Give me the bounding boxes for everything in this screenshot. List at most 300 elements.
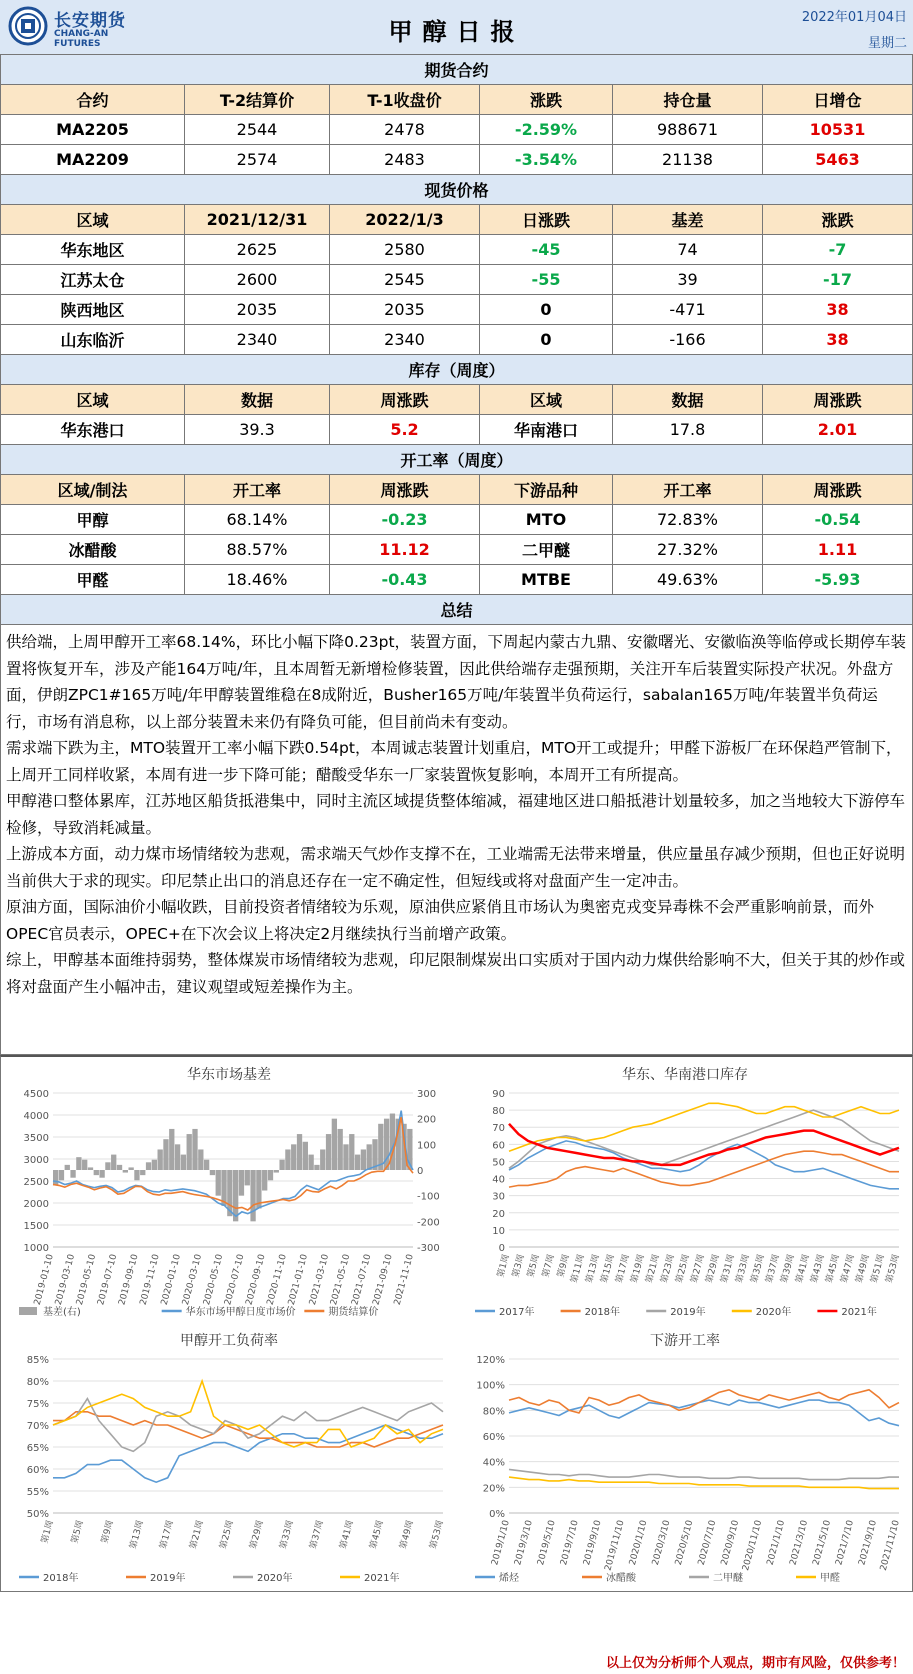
x-tick-label: 第37周 (308, 1519, 326, 1551)
x-tick-label: 2019-09-10 (117, 1253, 141, 1307)
y-tick-label: 3500 (23, 1133, 49, 1144)
disclaimer-text: 以上仅为分析师个人观点，期市有风险，仅供参考！ (605, 1656, 905, 1671)
col-header: T-2结算价 (185, 85, 330, 115)
inventory-section-title: 库存（周度） (1, 355, 913, 385)
basis-bar (82, 1160, 87, 1170)
col-header: 日增仓 (763, 85, 913, 115)
contract-name: MA2205 (1, 115, 185, 145)
basis-bar (268, 1170, 273, 1180)
y-tick-label: 80% (26, 1377, 49, 1388)
chart-svg (5, 1329, 453, 1591)
legend-swatch (19, 1307, 37, 1315)
x-tick-label: 第29周 (248, 1519, 266, 1551)
change-cell: -45 (480, 235, 613, 265)
y2-tick-label: 0 (417, 1166, 424, 1177)
legend-label: 2020年 (257, 1573, 293, 1584)
col-header: 持仓量 (613, 85, 763, 115)
x-tick-label: 2019/11/10 (603, 1519, 627, 1572)
y-tick-label: 30 (492, 1191, 505, 1203)
table-cell: 18.46% (185, 565, 330, 595)
series-line (509, 1469, 899, 1479)
x-tick-label: 2020-11-10 (265, 1253, 289, 1307)
x-tick-label: 2020-03-10 (180, 1253, 205, 1307)
x-tick-label: 2021-09-10 (371, 1253, 395, 1307)
report-date: 2022年01月04日 (801, 10, 907, 25)
x-tick-label: 第21周 (644, 1253, 662, 1285)
basis-bar (198, 1149, 203, 1170)
basis-bar (117, 1165, 122, 1170)
legend-label: 2019年 (150, 1573, 186, 1584)
x-tick-label: 第13周 (128, 1519, 146, 1551)
summary-paragraph: 供给端，上周甲醇开工率68.14%，环比小幅下降0.23pt，装置方面，下周起内蒙古九鼎、安徽曙光、安徽临涣等临停或长期停车装置将恢复开车，涉及产能164万吨/年，且本周暂无新增检修装置，因此供给端存走强预期，关注开车后装置实际投产状况。外盘方面，伊朗ZPC1#165万吨/年甲醇装置维稳在8成附近，Busher165万吨/年装置半负荷运行，sabalan165万吨/年装置半负荷运行，市场有消息称，以上部分装置未来仍有降负可能，但目前尚未有变动。 (6, 633, 907, 731)
change-cell: 10531 (763, 115, 913, 145)
table-row (1, 565, 913, 595)
legend-label: 烯烃 (499, 1573, 519, 1584)
region-name: 江苏太仓 (1, 265, 185, 295)
x-tick-label: 第5周 (526, 1253, 542, 1279)
summary-paragraph: 上游成本方面，动力煤市场情绪较为悲观，需求端天气炒作支撑不在，工业端需无法带来增量，供应量虽存减少预期，但也正好说明当前供大于求的现实。印尼禁止出口的消息还存在一定不确定性，但短线或将对盘面产生一定冲击。 (6, 845, 906, 890)
y-tick-label: 4500 (23, 1089, 49, 1100)
table-cell: 49.63% (613, 565, 763, 595)
change-cell: -17 (763, 265, 913, 295)
basis-bar (303, 1142, 308, 1170)
summary-paragraph: 甲醇港口整体累库，江苏地区船货抵港集中，同时主流区域提货整体缩减，福建地区进口船抵港计划量较多，加之当地较大下游停车检修，导致消耗减量。 (6, 792, 906, 837)
summary-text (0, 625, 913, 1055)
x-tick-label: 2020-07-10 (223, 1253, 247, 1307)
col-header: 涨跌 (480, 85, 613, 115)
product-name: MTO (480, 505, 613, 535)
charts-area (0, 1055, 913, 1592)
x-tick-label: 第31周 (719, 1253, 737, 1285)
y-tick-label: 60% (26, 1465, 49, 1476)
chart-title: 华东、华南港口库存 (622, 1067, 748, 1083)
y2-tick-label: 100 (417, 1140, 437, 1152)
col-header: 基差 (613, 205, 763, 235)
region-name: 华东港口 (1, 415, 185, 445)
contract-name: MA2209 (1, 145, 185, 175)
col-header: 区域 (1, 205, 185, 235)
table-cell: 21138 (613, 145, 763, 175)
y-tick-label: 100% (476, 1380, 505, 1392)
y-tick-label: 4000 (23, 1111, 49, 1122)
y-tick-label: 55% (26, 1487, 49, 1498)
table-row (1, 415, 913, 445)
legend-label: 华东市场甲醇日度市场价 (185, 1307, 296, 1318)
basis-bar (158, 1149, 163, 1170)
x-tick-label: 2021-01-10 (286, 1253, 311, 1307)
x-tick-label: 第29周 (704, 1253, 722, 1285)
x-tick-label: 第37周 (764, 1253, 782, 1285)
basis-bar (105, 1162, 110, 1170)
x-tick-label: 2020/11/10 (741, 1519, 765, 1572)
report-title: 甲醇日报 (388, 18, 525, 46)
table-cell: 88.57% (185, 535, 330, 565)
x-tick-label: 第49周 (398, 1519, 416, 1551)
col-header: 周涨跌 (330, 385, 480, 415)
basis-bar (210, 1170, 215, 1175)
x-tick-label: 第39周 (779, 1253, 797, 1285)
basis-bar (123, 1170, 128, 1173)
product-name: 甲醇 (1, 505, 185, 535)
table-cell: 17.8 (613, 415, 763, 445)
legend-label: 2017年 (499, 1307, 535, 1318)
x-tick-label: 2020/9/10 (719, 1519, 742, 1567)
x-tick-label: 第33周 (278, 1519, 296, 1551)
basis-bar (59, 1170, 64, 1180)
change-cell: -0.43 (330, 565, 480, 595)
x-tick-label: 第15周 (599, 1253, 617, 1285)
legend-label: 2020年 (755, 1307, 792, 1318)
basis-bar (88, 1167, 93, 1170)
y-tick-label: 60% (482, 1432, 505, 1443)
change-cell: 0 (480, 325, 613, 355)
y-tick-label: 1000 (23, 1243, 49, 1254)
basis-bar (146, 1162, 151, 1170)
basis-bar (245, 1170, 250, 1185)
basis-bar (349, 1134, 354, 1170)
x-tick-label: 第7周 (541, 1253, 557, 1279)
basis-bar (76, 1157, 81, 1170)
x-tick-label: 2019-11-10 (138, 1253, 162, 1307)
y-tick-label: 1500 (23, 1221, 49, 1232)
basis-bar (65, 1165, 70, 1170)
product-name: 二甲醚 (480, 535, 613, 565)
y2-tick-label: 200 (417, 1114, 437, 1126)
basis-bar (175, 1144, 180, 1170)
table-row (1, 535, 913, 565)
table-cell: 2544 (185, 115, 330, 145)
port-inventory-chart (461, 1063, 909, 1325)
y-tick-label: 65% (26, 1443, 49, 1454)
table-cell: 72.83% (613, 505, 763, 535)
table-cell: 74 (613, 235, 763, 265)
x-tick-label: 第27周 (689, 1253, 707, 1285)
basis-bar (338, 1129, 343, 1170)
x-tick-label: 第23周 (659, 1253, 677, 1285)
col-header: 区域 (480, 385, 613, 415)
change-cell: 38 (763, 325, 913, 355)
col-header: 日涨跌 (480, 205, 613, 235)
table-cell: -471 (613, 295, 763, 325)
table-cell: 2625 (185, 235, 330, 265)
y-tick-label: 80% (482, 1406, 505, 1418)
basis-bar (163, 1139, 168, 1170)
col-header: 周涨跌 (763, 475, 913, 505)
x-tick-label: 2019/7/10 (559, 1519, 581, 1567)
x-tick-label: 第1周 (40, 1519, 56, 1545)
basis-bar (343, 1144, 348, 1170)
summary-paragraph: 需求端下跌为主，MTO装置开工率小幅下跌0.54pt，本周诚志装置计划重启，MTO开工或提升；甲醛下游板厂在环保趋严管制下，上周开工同样收紧，本周有进一步下降可能；醋酸受华东一厂家装置恢复影响，本周开工有所提高。 (6, 739, 902, 784)
x-tick-label: 第45周 (368, 1519, 386, 1551)
x-tick-label: 第9周 (556, 1253, 572, 1279)
basis-bar (291, 1144, 296, 1170)
x-tick-label: 2021/3/10 (788, 1519, 811, 1567)
legend-label: 二甲醚 (713, 1573, 743, 1584)
table-row (1, 235, 913, 265)
series-line (509, 1400, 899, 1426)
table-row (1, 325, 913, 355)
basis-bar (279, 1160, 284, 1170)
y-tick-label: 20 (492, 1208, 505, 1220)
table-row (1, 295, 913, 325)
summary-paragraph: 原油方面，国际油价小幅收跌，目前投资者情绪较为乐观，原油供应紧俏且市场认为奥密克戎变异毒株不会严重影响前景，而外OPEC官员表示，OPEC+在下次会议上将决定2月继续执行当前增产政策。 (6, 898, 875, 943)
table-cell: 2035 (330, 295, 480, 325)
x-tick-label: 第17周 (614, 1253, 632, 1285)
x-tick-label: 2021/7/10 (834, 1519, 857, 1567)
table-row (1, 145, 913, 175)
basis-bar (192, 1129, 197, 1170)
x-tick-label: 第3周 (511, 1253, 527, 1279)
change-cell: -3.54% (480, 145, 613, 175)
x-tick-label: 第19周 (629, 1253, 647, 1285)
basis-bar (308, 1155, 313, 1170)
y-tick-label: 120% (476, 1355, 505, 1366)
basis-bar (152, 1160, 157, 1170)
basis-bar (53, 1170, 58, 1185)
x-tick-label: 2020-05-10 (202, 1253, 226, 1307)
col-header: 数据 (613, 385, 763, 415)
change-cell: 38 (763, 295, 913, 325)
basis-bar (297, 1134, 302, 1170)
footer (0, 1650, 913, 1674)
x-tick-label: 2019-01-10 (32, 1253, 56, 1307)
x-tick-label: 2019-07-10 (96, 1253, 120, 1307)
basis-bar (128, 1167, 133, 1170)
col-header: 合约 (1, 85, 185, 115)
table-cell: 39 (613, 265, 763, 295)
table-cell: 2340 (185, 325, 330, 355)
x-tick-label: 第9周 (100, 1519, 116, 1545)
y-tick-label: 60 (492, 1140, 505, 1152)
x-tick-label: 第53周 (884, 1253, 902, 1285)
change-cell: -7 (763, 235, 913, 265)
col-header: 下游品种 (480, 475, 613, 505)
x-tick-label: 第49周 (854, 1253, 872, 1285)
x-tick-label: 第13周 (584, 1253, 602, 1285)
change-cell: 2.01 (763, 415, 913, 445)
col-header: 涨跌 (763, 205, 913, 235)
logo-english-text: CHANG-AN FUTURES (54, 29, 109, 49)
futures-table (0, 54, 913, 625)
x-tick-label: 第33周 (734, 1253, 752, 1285)
basis-bar (216, 1170, 221, 1196)
chart-svg (461, 1063, 909, 1325)
y-tick-label: 85% (26, 1355, 49, 1366)
x-tick-label: 2019/5/10 (536, 1519, 558, 1567)
table-cell: 2574 (185, 145, 330, 175)
y-tick-label: 2500 (23, 1177, 49, 1188)
basis-bar (320, 1149, 325, 1170)
x-tick-label: 2021/1/10 (765, 1519, 788, 1567)
table-cell: 27.32% (613, 535, 763, 565)
y-tick-label: 20% (482, 1483, 505, 1495)
change-cell: -0.54 (763, 505, 913, 535)
x-tick-label: 2019/1/10 (490, 1519, 512, 1567)
table-cell: 2545 (330, 265, 480, 295)
y-tick-label: 3000 (23, 1155, 49, 1166)
product-name: MTBE (480, 565, 613, 595)
change-cell: -5.93 (763, 565, 913, 595)
x-tick-label: 第25周 (218, 1519, 236, 1551)
col-header: 数据 (185, 385, 330, 415)
x-tick-label: 2021-05-10 (329, 1253, 353, 1307)
y-tick-label: 50% (26, 1509, 49, 1520)
y-tick-label: 40% (482, 1457, 505, 1469)
basis-bar (181, 1155, 186, 1170)
product-name: 冰醋酸 (1, 535, 185, 565)
x-tick-label: 2021-07-10 (350, 1253, 374, 1307)
table-row (1, 115, 913, 145)
change-cell: -0.23 (330, 505, 480, 535)
x-tick-label: 第35周 (749, 1253, 767, 1285)
x-tick-label: 第43周 (809, 1253, 827, 1285)
y2-tick-label: -300 (417, 1243, 440, 1254)
table-cell: 39.3 (185, 415, 330, 445)
legend-label: 2021年 (841, 1307, 877, 1318)
legend-label: 基差(右) (43, 1307, 81, 1318)
y2-tick-label: -200 (417, 1217, 440, 1229)
basis-bar (250, 1170, 255, 1221)
x-tick-label: 2020/1/10 (627, 1519, 650, 1567)
change-cell: 1.11 (763, 535, 913, 565)
x-tick-label: 2020/3/10 (650, 1519, 673, 1567)
x-tick-label: 第41周 (794, 1253, 812, 1285)
col-header: 周涨跌 (763, 385, 913, 415)
basis-bar (99, 1170, 104, 1178)
table-row (1, 265, 913, 295)
region-name: 山东临沂 (1, 325, 185, 355)
y-tick-label: 90 (492, 1089, 505, 1100)
x-tick-label: 2019-05-10 (75, 1253, 99, 1307)
series-line (509, 1141, 899, 1189)
basis-bar (134, 1170, 139, 1180)
x-tick-label: 2019/9/10 (582, 1519, 604, 1567)
y-tick-label: 10 (492, 1225, 505, 1237)
logo-text: 长安期货 (54, 11, 126, 31)
legend-label: 期货结算价 (328, 1307, 379, 1318)
y-tick-label: 80 (492, 1106, 505, 1118)
table-cell: 988671 (613, 115, 763, 145)
table-cell: 2483 (330, 145, 480, 175)
x-tick-label: 第17周 (158, 1519, 176, 1551)
x-tick-label: 2021/11/10 (878, 1519, 902, 1572)
change-cell: 5.2 (330, 415, 480, 445)
y2-tick-label: 300 (417, 1089, 437, 1100)
x-tick-label: 第21周 (188, 1519, 206, 1551)
table-cell: 2035 (185, 295, 330, 325)
change-cell: 11.12 (330, 535, 480, 565)
downstream-operating-chart (461, 1329, 909, 1591)
legend-label: 甲醛 (820, 1573, 840, 1584)
x-tick-label: 第53周 (428, 1519, 446, 1551)
basis-bar (274, 1170, 279, 1173)
y-tick-label: 40 (492, 1174, 505, 1186)
x-tick-label: 2021/5/10 (811, 1519, 834, 1567)
col-header: 2022/1/3 (330, 205, 480, 235)
futures-section-title: 期货合约 (1, 55, 913, 85)
y-tick-label: 75% (26, 1399, 49, 1410)
legend-label: 2018年 (43, 1573, 79, 1584)
region-name: 陕西地区 (1, 295, 185, 325)
product-name: 甲醛 (1, 565, 185, 595)
x-tick-label: 2020-01-10 (159, 1253, 183, 1307)
table-row (1, 505, 913, 535)
chart-svg (5, 1063, 453, 1325)
table-cell: 2600 (185, 265, 330, 295)
chart-svg (461, 1329, 909, 1591)
chart-title: 甲醇开工负荷率 (180, 1333, 278, 1349)
y-tick-label: 0 (498, 1243, 505, 1254)
y2-tick-label: -100 (417, 1191, 440, 1203)
basis-bar (332, 1119, 337, 1170)
basis-bar (367, 1144, 372, 1170)
table-cell: 2580 (330, 235, 480, 265)
legend-label: 2018年 (584, 1307, 621, 1318)
basis-bar (314, 1165, 319, 1170)
report-weekday: 星期二 (867, 36, 907, 51)
basis-bar (70, 1170, 75, 1178)
report-header (0, 0, 913, 55)
x-tick-label: 2020-09-10 (244, 1253, 268, 1307)
x-tick-label: 2019/3/10 (513, 1519, 535, 1567)
basis-bar (140, 1170, 145, 1175)
x-tick-label: 第1周 (496, 1253, 512, 1279)
x-tick-label: 第5周 (70, 1519, 86, 1545)
basis-bar (204, 1160, 209, 1170)
x-tick-label: 2021-03-10 (307, 1253, 332, 1307)
col-header: 区域/制法 (1, 475, 185, 505)
legend-label: 2021年 (364, 1573, 400, 1584)
operating-section-title: 开工率（周度） (1, 445, 913, 475)
y-tick-label: 70 (492, 1123, 505, 1135)
col-header: 开工率 (613, 475, 763, 505)
basis-bar (239, 1170, 244, 1196)
summary-section-title: 总结 (1, 595, 913, 625)
region-name: 华东地区 (1, 235, 185, 265)
x-tick-label: 第45周 (824, 1253, 842, 1285)
basis-chart (5, 1063, 453, 1325)
x-tick-label: 第25周 (674, 1253, 692, 1285)
x-tick-label: 2021-11-10 (392, 1253, 416, 1307)
basis-bar (94, 1170, 99, 1175)
col-header: 周涨跌 (330, 475, 480, 505)
legend-label: 冰醋酸 (606, 1573, 636, 1584)
legend-label: 2019年 (670, 1307, 706, 1318)
col-header: 区域 (1, 385, 185, 415)
basis-bar (361, 1149, 366, 1170)
y-tick-label: 2000 (23, 1199, 49, 1210)
x-tick-label: 第41周 (338, 1519, 356, 1551)
basis-bar (326, 1134, 331, 1170)
x-tick-label: 第11周 (569, 1253, 587, 1285)
x-tick-label: 2021/9/10 (857, 1519, 879, 1567)
col-header: 2021/12/31 (185, 205, 330, 235)
x-tick-label: 第51周 (869, 1253, 887, 1285)
chart-title: 下游开工率 (650, 1333, 720, 1349)
basis-bar (262, 1170, 267, 1191)
col-header: T-1收盘价 (330, 85, 480, 115)
table-cell: -166 (613, 325, 763, 355)
col-header: 开工率 (185, 475, 330, 505)
x-tick-label: 2020/7/10 (696, 1519, 719, 1567)
change-cell: -55 (480, 265, 613, 295)
table-cell: 2478 (330, 115, 480, 145)
change-cell: 0 (480, 295, 613, 325)
summary-paragraph: 综上，甲醇基本面维持弱势，整体煤炭市场情绪较为悲观，印尼限制煤炭出口实质对于国内动力煤供给影响不大，但关于其的炒作或将对盘面产生小幅冲击，建议观望或短差操作为主。 (6, 951, 906, 996)
table-cell: 68.14% (185, 505, 330, 535)
methanol-operating-chart (5, 1329, 453, 1591)
x-tick-label: 第47周 (839, 1253, 857, 1285)
